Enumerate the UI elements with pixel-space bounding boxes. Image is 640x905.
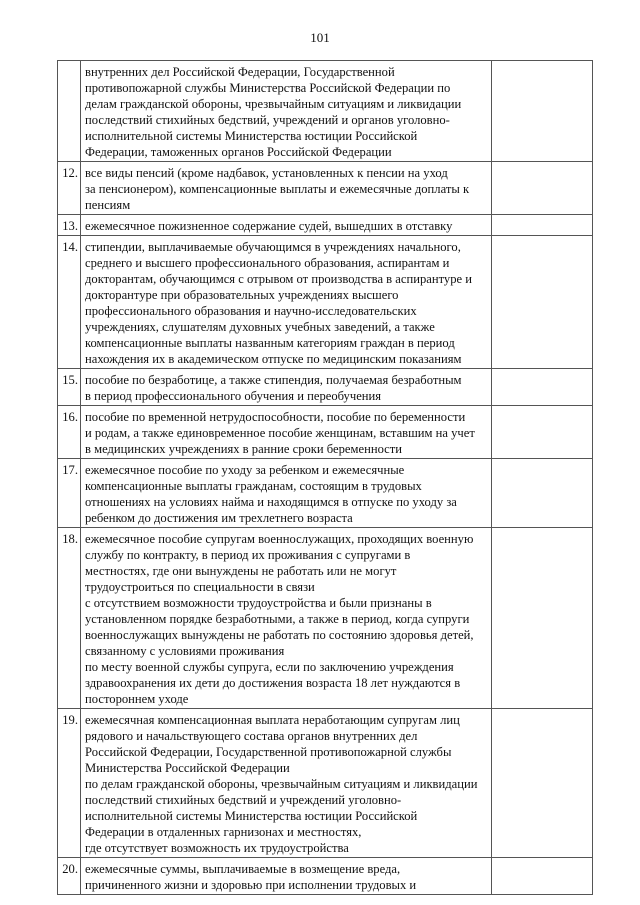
text-line: последствий стихийных бедствий, учреждений и органов уголовно- — [85, 113, 450, 127]
row-description — [81, 709, 492, 858]
row-number: 18. — [58, 528, 81, 709]
text-line: ежемесячное пожизненное содержание судей, вышедших в отставку — [85, 219, 453, 233]
row-number: 17. — [58, 459, 81, 528]
empty-cell — [492, 369, 593, 406]
text-line: Федерации, таможенных органов Российской Федерации — [85, 145, 392, 159]
text-line: ежемесячное пособие супругам военнослужащих, проходящих военную — [85, 532, 474, 546]
text-line: пособие по временной нетрудоспособности, пособие по беременности — [85, 410, 466, 424]
text-line: постороннем уходе — [85, 692, 189, 706]
text-line: по делам гражданской обороны, чрезвычайным ситуациям и ликвидации — [85, 777, 478, 791]
text-line: отношениях на условиях найма и находящимся в отпуске по уходу за — [85, 495, 457, 509]
row-number: 15. — [58, 369, 81, 406]
text-line: трудоустроиться по специальности в связи — [85, 580, 315, 594]
table-row — [58, 528, 593, 709]
text-line: связанному с условиями проживания — [85, 644, 285, 658]
table-row — [58, 459, 593, 528]
row-number: 19. — [58, 709, 81, 858]
empty-cell — [492, 528, 593, 709]
row-description — [81, 459, 492, 528]
text-line: с отсутствием возможности трудоустройства и были признаны в — [85, 596, 432, 610]
empty-cell — [492, 459, 593, 528]
text-line: Российской Федерации, Государственной противопожарной службы — [85, 745, 452, 759]
text-line: среднего и высшего профессионального образования, аспирантам и — [85, 256, 450, 270]
text-line: Министерства Российской Федерации — [85, 761, 290, 775]
text-line: службу по контракту, в период их проживания с супругами в — [85, 548, 411, 562]
text-line: по месту военной службы супруга, если по заключению учреждения — [85, 660, 454, 674]
empty-cell — [492, 215, 593, 236]
row-description — [81, 528, 492, 709]
empty-cell — [492, 61, 593, 162]
text-line: докторантуре при образовательных учреждениях высшего — [85, 288, 399, 302]
page-number: 101 — [310, 30, 330, 45]
row-description — [81, 61, 492, 162]
text-line: местностях, где они вынуждены не работать или не могут — [85, 564, 397, 578]
text-line: исполнительной системы Министерства юстиции Российской — [85, 809, 418, 823]
row-number — [58, 61, 81, 162]
text-line: нахождения их в академическом отпуске по медицинским показаниям — [85, 352, 462, 366]
row-description — [81, 215, 492, 236]
table-row — [58, 162, 593, 215]
row-description — [81, 162, 492, 215]
text-line: делам гражданской обороны, чрезвычайным ситуациям и ликвидации — [85, 97, 462, 111]
text-line: учреждениях, слушателям духовных учебных заведений, а также — [85, 320, 435, 334]
text-line: установленном порядке безработными, а также в период, когда супруги — [85, 612, 470, 626]
row-number: 16. — [58, 406, 81, 459]
row-description — [81, 369, 492, 406]
text-line: где отсутствует возможность их трудоустройства — [85, 841, 349, 855]
row-description — [81, 858, 492, 895]
text-line: за пенсионером), компенсационные выплаты и ежемесячные доплаты к — [85, 182, 470, 196]
row-number: 14. — [58, 236, 81, 369]
text-line: последствий стихийных бедствий и учреждений уголовно- — [85, 793, 402, 807]
table-row — [58, 709, 593, 858]
table-row — [58, 369, 593, 406]
table-row — [58, 858, 593, 895]
text-line: Федерации в отдаленных гарнизонах и местностях, — [85, 825, 362, 839]
row-description — [81, 236, 492, 369]
empty-cell — [492, 406, 593, 459]
empty-cell — [492, 236, 593, 369]
text-line: ежемесячная компенсационная выплата неработающим супругам лиц — [85, 713, 460, 727]
table-row — [58, 215, 593, 236]
text-line: исполнительной системы Министерства юстиции Российской — [85, 129, 418, 143]
empty-cell — [492, 709, 593, 858]
table-row — [58, 236, 593, 369]
text-line: компенсационные выплаты названным категориям граждан в период — [85, 336, 455, 350]
text-line: ребенком до достижения им трехлетнего возраста — [85, 511, 353, 525]
text-line: и родам, а также единовременное пособие женщинам, вставшим на учет — [85, 426, 475, 440]
text-line: профессионального образования и научно-исследовательских — [85, 304, 417, 318]
empty-cell — [492, 858, 593, 895]
text-line: рядового и начальствующего состава органов внутренних дел — [85, 729, 418, 743]
text-line: в период профессионального обучения и переобучения — [85, 389, 382, 403]
text-line: противопожарной службы Министерства Российской Федерации по — [85, 81, 451, 95]
row-number: 12. — [58, 162, 81, 215]
row-number: 20. — [58, 858, 81, 895]
text-line: пособие по безработице, а также стипендия, получаемая безработным — [85, 373, 462, 387]
text-line: в медицинских учреждениях в ранние сроки беременности — [85, 442, 403, 456]
text-line: ежемесячное пособие по уходу за ребенком и ежемесячные — [85, 463, 405, 477]
text-line: внутренних дел Российской Федерации, Государственной — [85, 65, 395, 79]
table-row — [58, 61, 593, 162]
empty-cell — [492, 162, 593, 215]
text-line: пенсиям — [85, 198, 131, 212]
text-line: все виды пенсий (кроме надбавок, установленных к пенсии на уход — [85, 166, 448, 180]
text-line: докторантам, обучающимся с отрывом от производства в аспирантуре и — [85, 272, 472, 286]
text-line: военнослужащих вынуждены не работать по состоянию здоровья детей, — [85, 628, 474, 642]
table-row — [58, 406, 593, 459]
row-number: 13. — [58, 215, 81, 236]
text-line: здравоохранения их дети до достижения возраста 18 лет нуждаются в — [85, 676, 461, 690]
text-line: причиненного жизни и здоровью при исполнении трудовых и — [85, 878, 417, 892]
row-description — [81, 406, 492, 459]
income-table — [57, 60, 593, 895]
text-line: компенсационные выплаты гражданам, состоящим в трудовых — [85, 479, 422, 493]
text-line: стипендии, выплачиваемые обучающимся в учреждениях начального, — [85, 240, 461, 254]
text-line: ежемесячные суммы, выплачиваемые в возмещение вреда, — [85, 862, 401, 876]
